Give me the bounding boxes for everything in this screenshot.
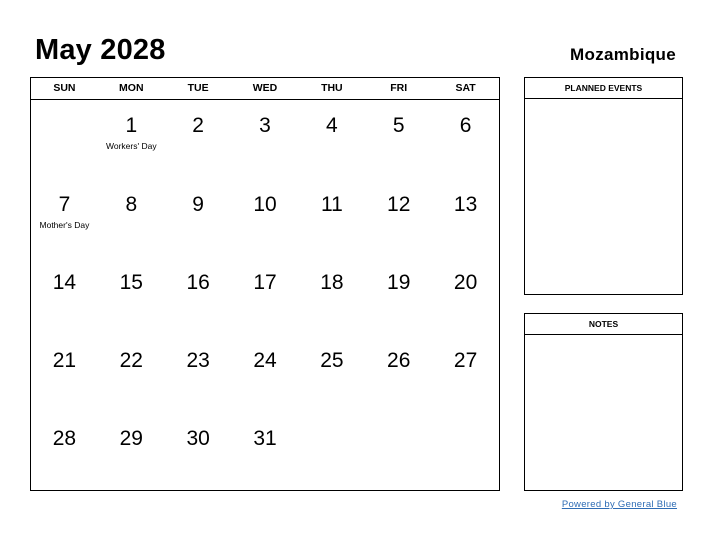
day-number: 6: [459, 114, 472, 137]
day-number: 9: [192, 193, 204, 216]
day-cell: [432, 257, 499, 335]
day-cell: [165, 413, 232, 491]
holiday-label: Mother's Day: [39, 220, 90, 230]
day-cell: [31, 413, 98, 491]
day-cell: [31, 335, 98, 413]
day-cell: [232, 335, 299, 413]
day-number: 15: [119, 271, 143, 294]
day-number: 13: [453, 193, 478, 216]
day-number: 11: [320, 193, 343, 216]
day-cell: [432, 100, 499, 179]
day-number: 22: [119, 349, 143, 372]
day-number: 1: [125, 114, 138, 137]
weekday-wed: WED: [252, 82, 278, 94]
day-cell: [98, 179, 165, 257]
day-number: 12: [387, 193, 411, 216]
day-number: 2: [192, 114, 204, 137]
weekday-fri: FRI: [390, 82, 408, 94]
day-number: 29: [119, 427, 143, 450]
calendar-grid: [30, 77, 500, 491]
weekday-sat: SAT: [455, 82, 476, 94]
weekday-tue: TUE: [187, 82, 209, 94]
week-row: [31, 100, 499, 179]
weekday-sun: SUN: [53, 82, 76, 94]
day-number: 30: [186, 427, 210, 450]
day-number: 16: [186, 271, 210, 294]
day-cell: [298, 257, 365, 335]
day-number: 21: [52, 349, 77, 372]
weekday-mon: MON: [119, 82, 144, 94]
day-number: 5: [392, 114, 405, 137]
day-cell: [98, 257, 165, 335]
calendar-weeks: [31, 100, 499, 491]
day-number: 26: [387, 349, 411, 372]
day-cell: [98, 335, 165, 413]
day-cell: [232, 179, 299, 257]
day-number: 23: [186, 349, 210, 372]
planned-events-title: PLANNED EVENTS: [525, 78, 682, 99]
day-number: 31: [253, 427, 277, 450]
holiday-label: Workers' Day: [105, 141, 157, 151]
day-cell: [365, 335, 432, 413]
day-cell: [298, 413, 365, 491]
day-number: 10: [253, 193, 277, 216]
day-number: 27: [453, 349, 478, 372]
day-number: 18: [320, 271, 344, 294]
week-row: [31, 335, 499, 413]
day-number: 25: [320, 349, 344, 372]
day-cell: [432, 413, 499, 491]
day-cell: [365, 100, 432, 179]
week-row: [31, 257, 499, 335]
day-number: 3: [259, 114, 271, 137]
day-cell: [31, 257, 98, 335]
day-number: 24: [253, 349, 277, 372]
day-number: 7: [58, 193, 71, 216]
day-number: 20: [453, 271, 478, 294]
day-cell: [298, 100, 365, 179]
day-number: 14: [52, 271, 77, 294]
week-row: [31, 179, 499, 257]
day-cell: [31, 179, 98, 257]
day-cell: [232, 100, 299, 179]
day-cell: [165, 179, 232, 257]
day-number: 19: [387, 271, 411, 294]
page-title: May 2028: [35, 34, 166, 66]
day-cell: [165, 100, 232, 179]
notes-title: NOTES: [525, 314, 682, 335]
weekday-header-row: [31, 78, 499, 100]
day-cell: [432, 335, 499, 413]
country-label: Mozambique: [570, 45, 676, 64]
notes-panel: [524, 313, 683, 491]
day-cell: [98, 413, 165, 491]
day-cell: [298, 335, 365, 413]
day-cell: [232, 413, 299, 491]
weekday-thu: THU: [321, 82, 343, 94]
day-cell: [365, 413, 432, 491]
day-number: 28: [52, 427, 77, 450]
day-cell: [232, 257, 299, 335]
day-cell: [298, 179, 365, 257]
day-cell: [432, 179, 499, 257]
day-cell: [31, 100, 98, 179]
day-cell: [165, 257, 232, 335]
planned-events-panel: [524, 77, 683, 295]
day-cell: [365, 257, 432, 335]
day-cell: [98, 100, 165, 179]
day-cell: [165, 335, 232, 413]
day-number: 17: [253, 271, 277, 294]
day-cell: [365, 179, 432, 257]
powered-by-link[interactable]: Powered by General Blue: [561, 499, 677, 510]
day-number: 8: [125, 193, 138, 216]
week-row: [31, 413, 499, 491]
day-number: 4: [326, 114, 338, 137]
